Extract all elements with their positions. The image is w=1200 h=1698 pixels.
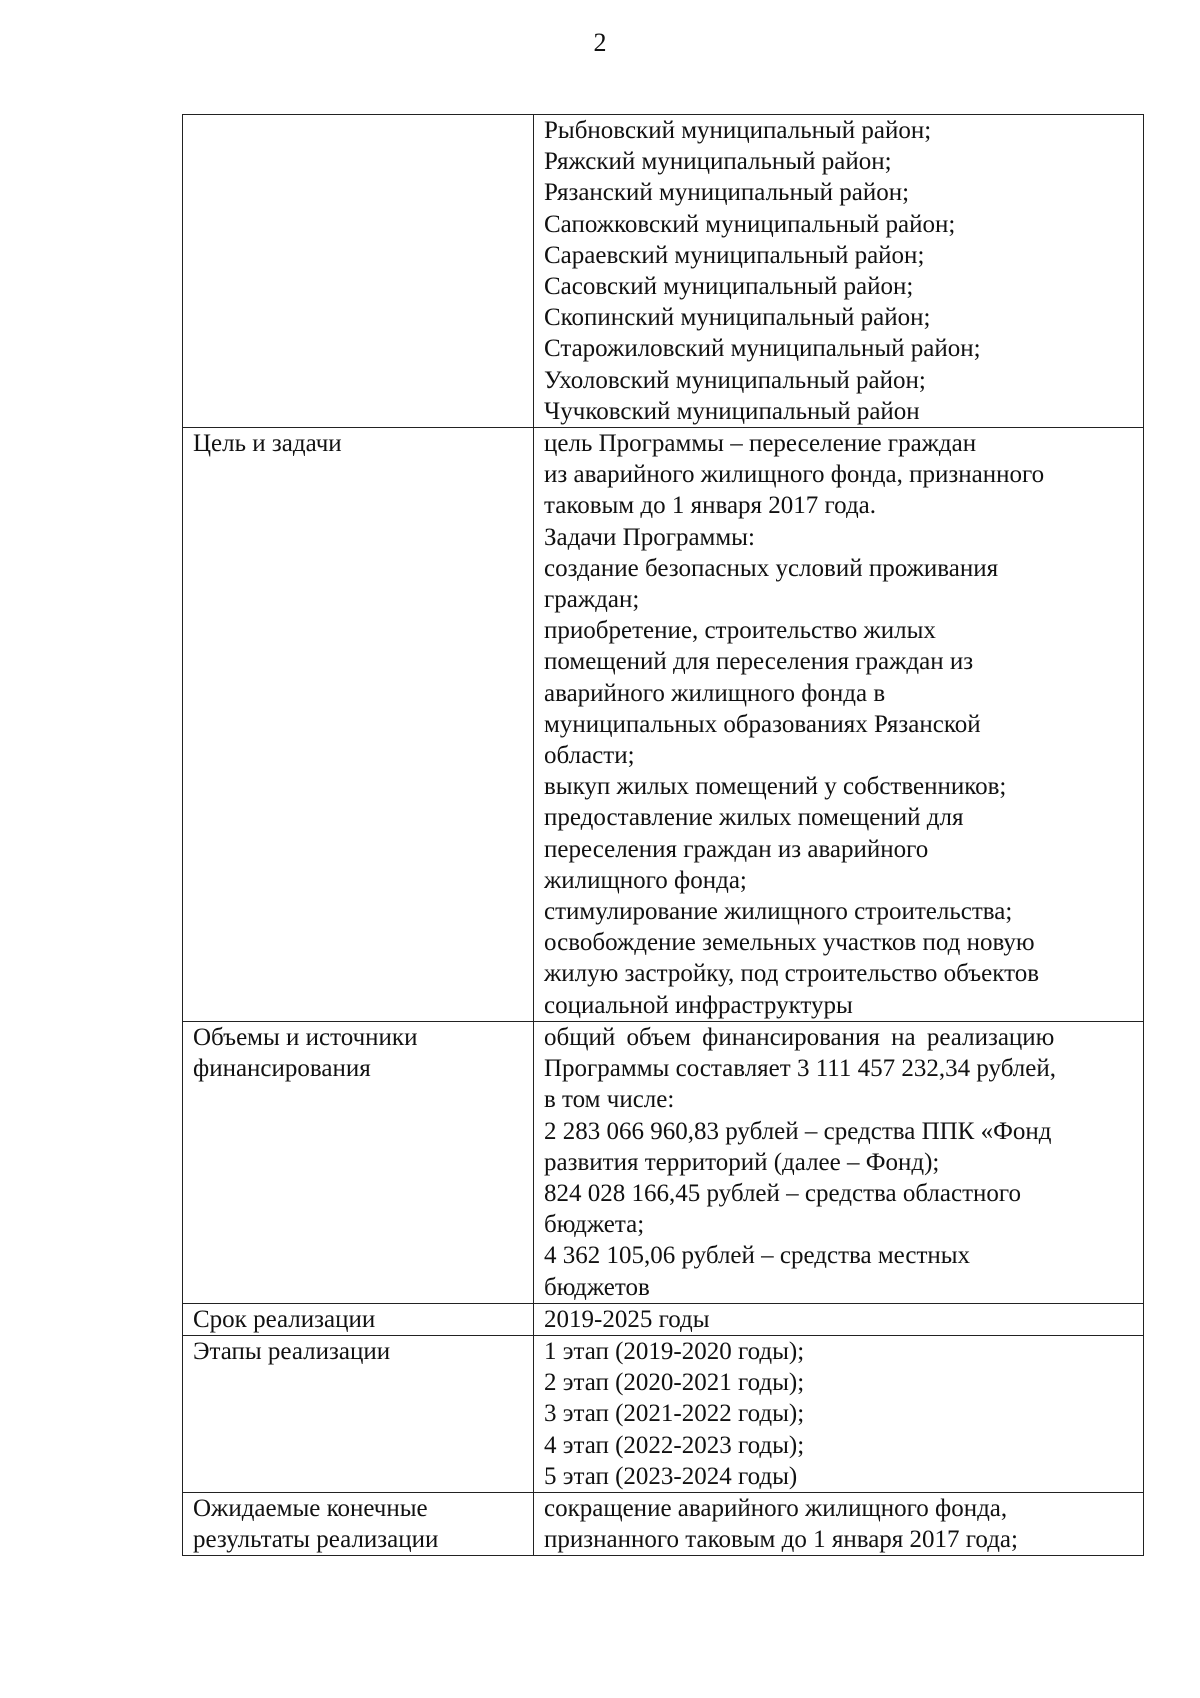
content-line: предоставление жилых помещений для — [544, 804, 964, 832]
content-line: выкуп жилых помещений у собственников; — [544, 773, 1007, 801]
table-row-term — [183, 1303, 1144, 1335]
content-line: области; — [544, 742, 635, 770]
page-number: 2 — [593, 28, 607, 57]
content-line: таковым до 1 января 2017 года. — [544, 492, 877, 520]
row-label-cell — [183, 1021, 534, 1303]
row-label-cell — [183, 1492, 534, 1555]
content-line: создание безопасных условий проживания — [544, 554, 999, 582]
row-content-cell — [534, 115, 1144, 428]
content-line: Программы составляет 3 111 457 232,34 рублей, — [544, 1055, 1056, 1083]
content-line: 2 283 066 960,83 рублей – средства ППК «Фонд — [544, 1117, 1052, 1145]
district-line: Скопинский муниципальный район; — [544, 304, 931, 332]
row-content-cell — [534, 1303, 1144, 1335]
stage-line: 5 этап (2023-2024 годы) — [544, 1462, 798, 1490]
content-line: 824 028 166,45 рублей – средства областного — [544, 1179, 1022, 1207]
content-line: стимулирование жилищного строительства; — [544, 898, 1013, 926]
district-line: Ряжский муниципальный район; — [544, 148, 892, 176]
row-content-cell — [534, 1335, 1144, 1492]
content-line: Задачи Программы: — [544, 523, 755, 551]
content-line: цель Программы – переселение граждан — [544, 430, 977, 458]
content-line: граждан; — [544, 586, 640, 614]
content-line: муниципальных образованиях Рязанской — [544, 710, 981, 738]
row-label: Цель и задачи — [193, 430, 342, 458]
row-label: финансирования — [193, 1055, 371, 1083]
table-row-districts — [183, 115, 1144, 428]
district-line: Ухоловский муниципальный район; — [544, 366, 926, 394]
content-line: в том числе: — [544, 1086, 675, 1114]
row-content-cell — [534, 428, 1144, 1022]
content-line: развития территорий (далее – Фонд); — [544, 1148, 940, 1176]
district-line: Рязанский муниципальный район; — [544, 179, 910, 207]
district-line: Старожиловский муниципальный район; — [544, 335, 981, 363]
stage-line: 3 этап (2021-2022 годы); — [544, 1400, 805, 1428]
content-line: помещений для переселения граждан из — [544, 648, 974, 676]
row-content-cell — [534, 1492, 1144, 1555]
row-label-cell — [183, 428, 534, 1022]
content-line: признанного таковым до 1 января 2017 года; — [544, 1526, 1018, 1554]
stage-line: 2 этап (2020-2021 годы); — [544, 1369, 805, 1397]
row-label-cell — [183, 1335, 534, 1492]
content-line: бюджетов — [544, 1273, 650, 1301]
content-line: приобретение, строительство жилых — [544, 617, 936, 645]
content-line: социальной инфраструктуры — [544, 991, 853, 1019]
content-line: переселения граждан из аварийного — [544, 835, 929, 863]
row-label-cell — [183, 1303, 534, 1335]
content-line: 2019-2025 годы — [544, 1305, 710, 1333]
row-label-cell — [183, 115, 534, 428]
district-line: Рыбновский муниципальный район; — [544, 117, 932, 144]
district-line: Чучковский муниципальный район — [544, 397, 920, 425]
row-label: Этапы реализации — [193, 1337, 391, 1365]
content-line: освобождение земельных участков под новую — [544, 929, 1035, 957]
district-line: Сапожковский муниципальный район; — [544, 210, 956, 238]
row-label: результаты реализации — [193, 1526, 439, 1554]
row-label: Срок реализации — [193, 1305, 376, 1333]
content-line: 4 362 105,06 рублей – средства местных — [544, 1242, 971, 1270]
content-line: общий объем финансирования на реализацию — [544, 1023, 1055, 1051]
district-line: Сараевский муниципальный район; — [544, 241, 925, 269]
content-line: жилую застройку, под строительство объектов — [544, 960, 1039, 988]
content-line: из аварийного жилищного фонда, признанного — [544, 461, 1045, 489]
content-line: сокращение аварийного жилищного фонда, — [544, 1494, 1008, 1522]
program-passport-table — [182, 114, 1144, 1556]
table-row-goals — [183, 428, 1144, 1022]
content-line: жилищного фонда; — [544, 866, 747, 894]
stage-line: 4 этап (2022-2023 годы); — [544, 1431, 805, 1459]
row-label: Ожидаемые конечные — [193, 1494, 428, 1522]
table-row-financing — [183, 1021, 1144, 1303]
stage-line: 1 этап (2019-2020 годы); — [544, 1337, 805, 1365]
content-line: бюджета; — [544, 1211, 645, 1239]
row-content-cell — [534, 1021, 1144, 1303]
table-row-stages — [183, 1335, 1144, 1492]
content-line: аварийного жилищного фонда в — [544, 679, 886, 707]
table-row-results — [183, 1492, 1144, 1555]
district-line: Сасовский муниципальный район; — [544, 273, 914, 301]
row-label: Объемы и источники — [193, 1023, 418, 1051]
